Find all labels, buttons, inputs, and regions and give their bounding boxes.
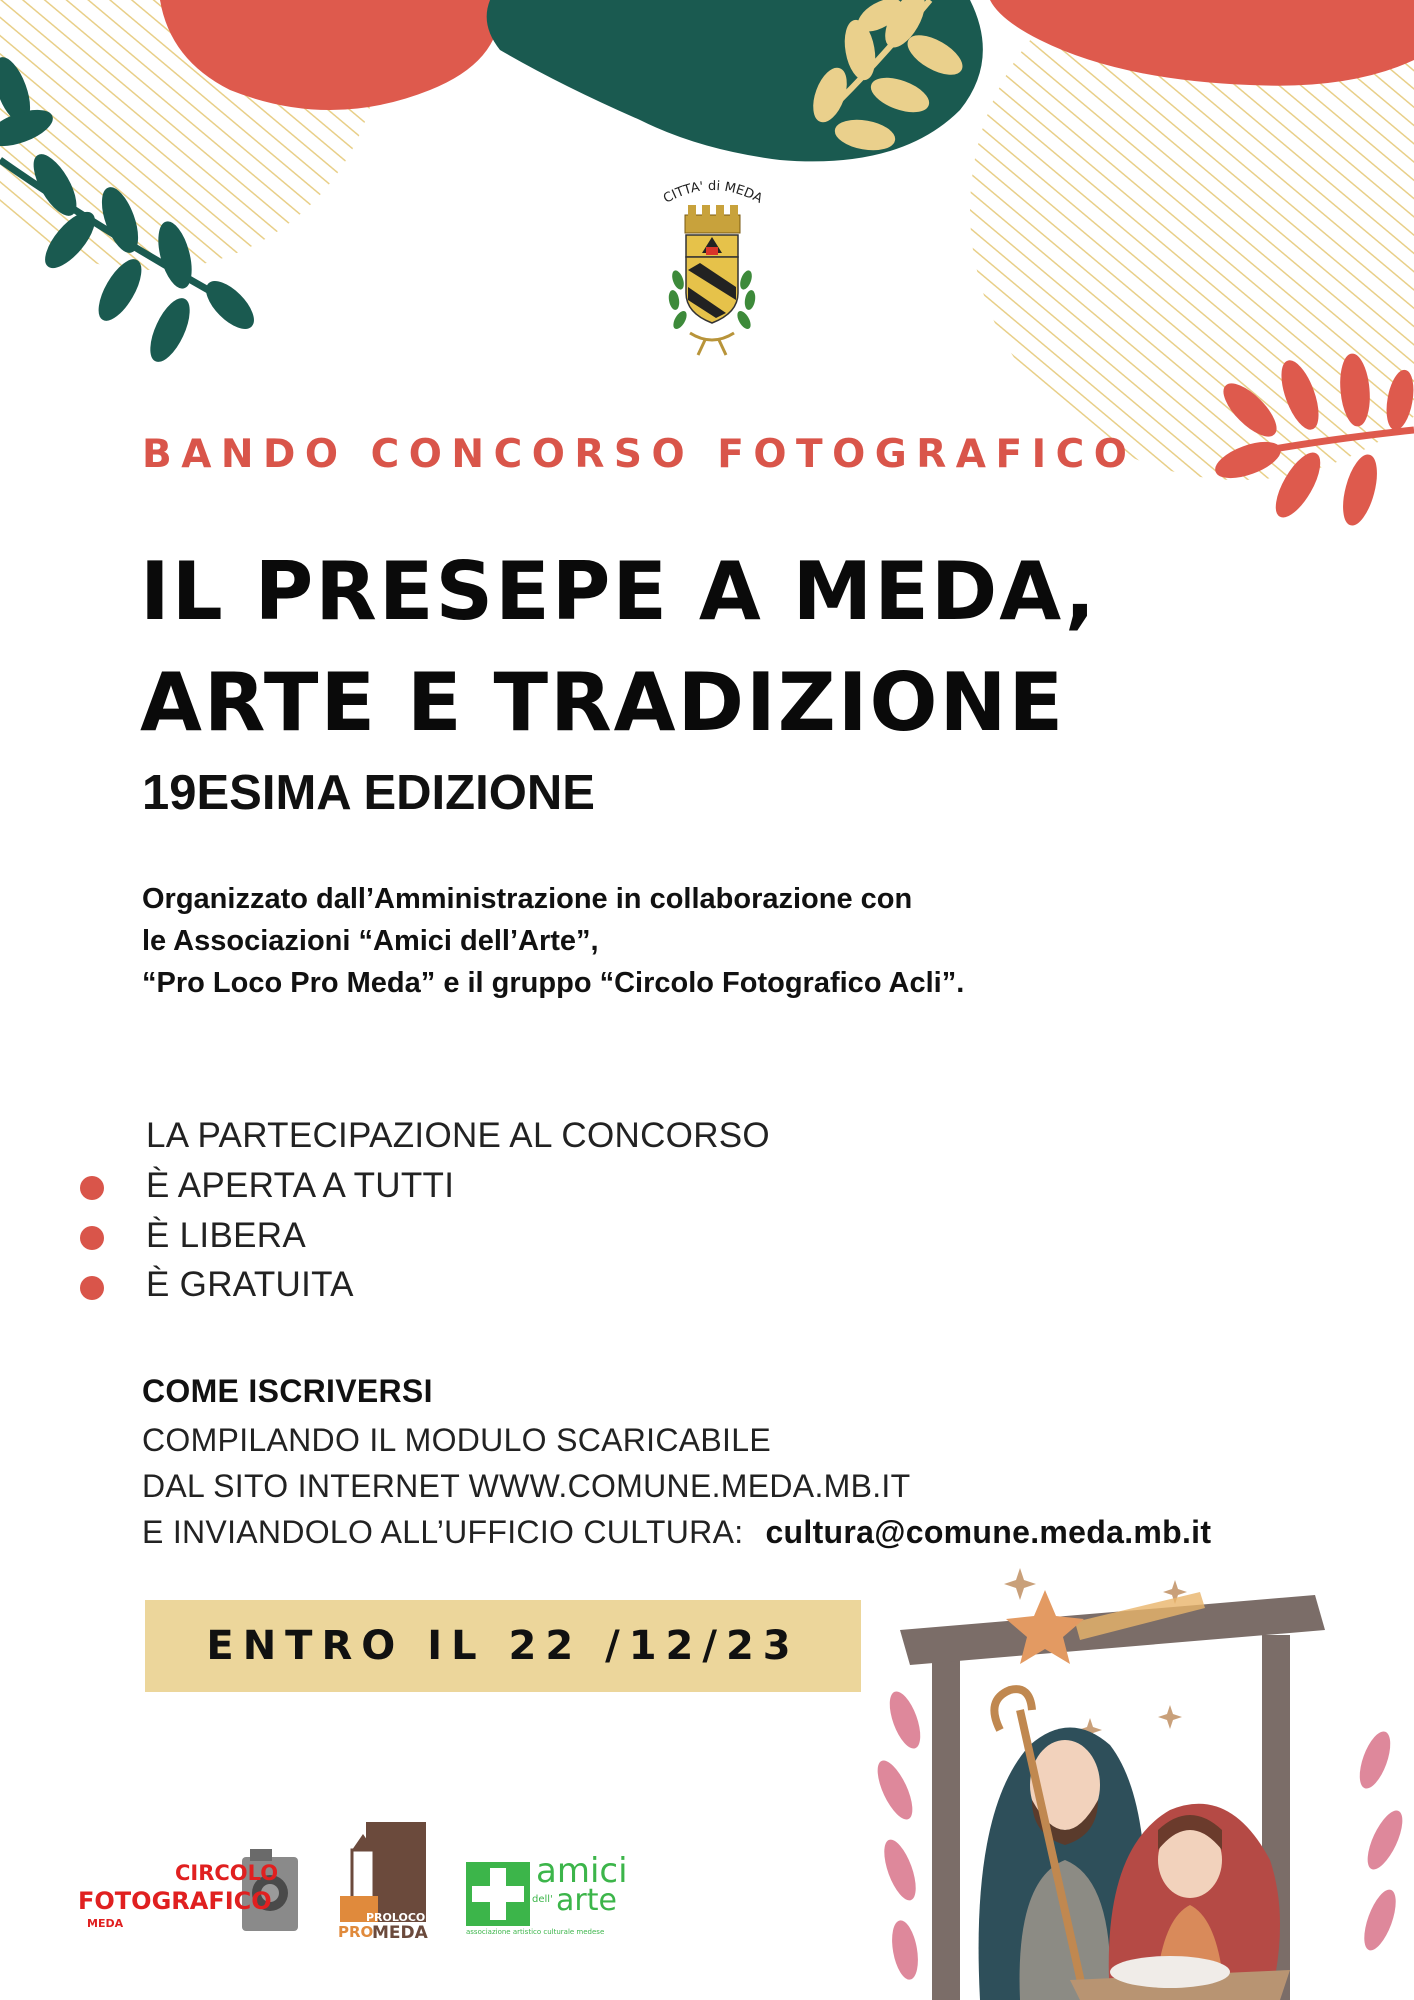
participation-item: È APERTA A TUTTI bbox=[146, 1166, 455, 1205]
how-to-line-1: COMPILANDO IL MODULO SCARICABILE bbox=[142, 1422, 771, 1458]
bullet-dot bbox=[80, 1226, 104, 1250]
circolo-text: CIRCOLO bbox=[175, 1861, 279, 1885]
organizer-line-1: Organizzato dall’Amministrazione in collaborazione con bbox=[142, 883, 913, 915]
email-link[interactable]: cultura@comune.meda.mb.it bbox=[765, 1514, 1212, 1550]
cross-icon bbox=[466, 1862, 530, 1926]
logo-pro-loco bbox=[338, 1822, 430, 1942]
edition-label: 19ESIMA EDIZIONE bbox=[142, 766, 595, 820]
amici-dell-text: dell' bbox=[532, 1894, 553, 1905]
page-title-line-2: ARTE E TRADIZIONE bbox=[140, 656, 1066, 749]
city-crest bbox=[650, 175, 775, 365]
participation-item: È GRATUITA bbox=[146, 1265, 354, 1304]
crest-label: CITTA' di MEDA bbox=[661, 178, 765, 207]
circolo-meda-text: MEDA bbox=[87, 1917, 124, 1930]
participation-item: È LIBERA bbox=[146, 1216, 306, 1255]
organizer-line-2: le Associazioni “Amici dell’Arte”, bbox=[142, 925, 599, 957]
amici-subtitle: associazione artistico culturale medese bbox=[466, 1928, 605, 1936]
proloco-meda-text: MEDA bbox=[372, 1923, 428, 1943]
logo-amici-dell-arte bbox=[466, 1851, 656, 1938]
how-to-line-3-text: E INVIANDOLO ALL’UFFICIO CULTURA: bbox=[142, 1514, 744, 1550]
how-to-heading: COME ISCRIVERSI bbox=[142, 1373, 433, 1409]
how-to-line-3 bbox=[142, 1514, 1211, 1551]
how-to-line-2: DAL SITO INTERNET WWW.COMUNE.MEDA.MB.IT bbox=[142, 1468, 911, 1504]
contest-kicker: BANDO CONCORSO FOTOGRAFICO bbox=[142, 432, 1137, 477]
fotografico-text: FOTOGRAFICO bbox=[78, 1887, 272, 1915]
bullet-dot bbox=[80, 1176, 104, 1200]
arte-text: arte bbox=[556, 1883, 617, 1918]
participation-intro: LA PARTECIPAZIONE AL CONCORSO bbox=[146, 1116, 770, 1155]
bullet-dot bbox=[80, 1276, 104, 1300]
proloco-text: PROLOCO bbox=[366, 1911, 426, 1924]
page-title-line-1: IL PRESEPE A MEDA, bbox=[140, 545, 1098, 638]
amici-text: amici bbox=[536, 1851, 628, 1891]
deadline-text: ENTRO IL 22 /12/23 bbox=[206, 1623, 800, 1669]
proloco-pro-text: PRO bbox=[338, 1923, 374, 1941]
organizer-line-3: “Pro Loco Pro Meda” e il gruppo “Circolo Fotografico Acli”. bbox=[142, 967, 965, 999]
nativity-illustration bbox=[870, 1560, 1414, 2000]
logo-circolo-fotografico bbox=[75, 1845, 300, 1935]
deadline-banner bbox=[145, 1600, 861, 1692]
